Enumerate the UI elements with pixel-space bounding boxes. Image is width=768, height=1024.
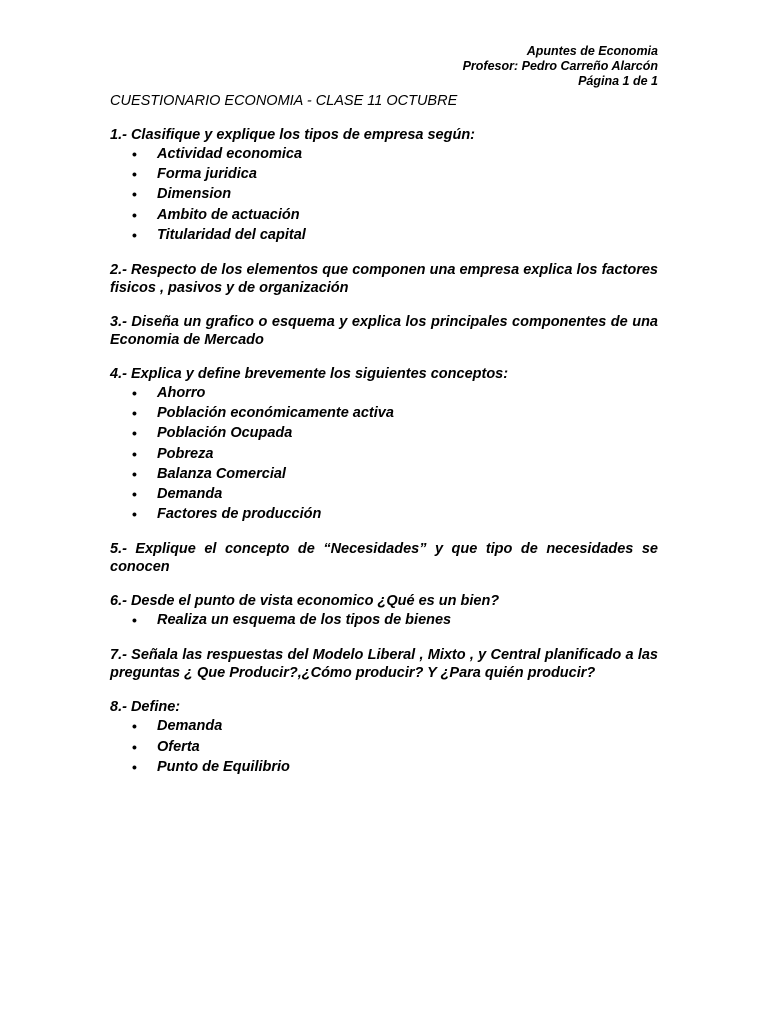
document-body <box>110 92 658 793</box>
question-2 <box>110 261 658 297</box>
list-item <box>110 484 658 504</box>
question-1 <box>110 126 658 245</box>
list-item <box>110 403 658 423</box>
page-header <box>463 44 658 89</box>
list-item <box>110 444 658 464</box>
list-item-label: Pobreza <box>157 445 214 462</box>
list-item-label: Demanda <box>157 485 223 502</box>
question-5 <box>110 540 658 576</box>
document-title: CUESTIONARIO ECONOMIA - CLASE 11 OCTUBRE <box>110 93 458 109</box>
bullet-icon: • <box>132 612 137 629</box>
list-item <box>110 383 658 403</box>
bullet-icon: • <box>132 485 137 502</box>
bullet-icon: • <box>132 384 137 401</box>
list-item-label: Actividad economica <box>157 146 303 162</box>
list-item-label: Titularidad del capital <box>157 226 306 243</box>
question-text: 5.- Explique el concepto de “Necesidades” y que tipo de necesidades se conocen <box>110 541 658 576</box>
bullet-icon: • <box>132 738 137 755</box>
header-professor: Profesor: Pedro Carreño Alarcón <box>462 59 658 73</box>
list-item <box>110 423 658 443</box>
header-subject: Apuntes de Economia <box>526 44 658 58</box>
list-item <box>110 184 658 204</box>
bullet-icon: • <box>132 206 137 223</box>
bullet-icon: • <box>132 445 137 462</box>
list-item-label: Demanda <box>157 718 223 735</box>
list-item <box>110 205 658 225</box>
list-item-label: Población económicamente activa <box>157 405 394 422</box>
list-item <box>110 144 658 164</box>
list-item <box>110 504 658 524</box>
list-item-label: Punto de Equilibrio <box>157 758 290 775</box>
bullet-icon: • <box>132 186 137 203</box>
question-text: 7.- Señala las respuestas del Modelo Liberal , Mixto , y Central planificado a las preguntas ¿ Que Producir?,¿Cómo producir? Y ¿Para quién producir? <box>110 647 658 682</box>
list-item-label: Factores de producción <box>157 506 322 523</box>
list-item <box>110 716 658 736</box>
list-item-label: Población Ocupada <box>157 425 293 442</box>
list-item-label: Dimension <box>157 186 232 203</box>
list-item-label: Ahorro <box>157 384 206 401</box>
list-item-label: Ambito de actuación <box>157 206 300 223</box>
bullet-icon: • <box>132 758 137 775</box>
header-page-number: Página 1 de 1 <box>578 74 658 88</box>
bullet-list <box>110 716 658 777</box>
question-3 <box>110 313 658 349</box>
bullet-list <box>110 610 658 630</box>
question-text: 3.- Diseña un grafico o esquema y explica los principales componentes de una Economia de Mercado <box>110 313 658 348</box>
bullet-icon: • <box>132 425 137 442</box>
bullet-list <box>110 383 658 524</box>
list-item-label: Forma juridica <box>157 166 257 183</box>
list-item-label: Realiza un esquema de los tipos de bienes <box>157 612 452 629</box>
question-6 <box>110 592 658 630</box>
list-item <box>110 737 658 757</box>
question-8 <box>110 698 658 777</box>
bullet-icon: • <box>132 718 137 735</box>
list-item <box>110 610 658 630</box>
question-text: 2.- Respecto de los elementos que componen una empresa explica los factores fisicos , pasivos y de organización <box>110 261 658 296</box>
bullet-icon: • <box>132 465 137 482</box>
question-text: 1.- Clasifique y explique los tipos de empresa según: <box>110 127 476 143</box>
list-item <box>110 757 658 777</box>
bullet-icon: • <box>132 166 137 183</box>
list-item <box>110 164 658 184</box>
bullet-icon: • <box>132 226 137 243</box>
list-item <box>110 464 658 484</box>
question-text: 6.- Desde el punto de vista economico ¿Qué es un bien? <box>110 593 500 610</box>
list-item-label: Oferta <box>157 738 200 755</box>
question-7 <box>110 646 658 682</box>
list-item-label: Balanza Comercial <box>157 465 286 482</box>
question-text: 8.- Define: <box>110 699 181 716</box>
bullet-icon: • <box>132 506 137 523</box>
bullet-icon: • <box>132 146 137 162</box>
bullet-icon: • <box>132 405 137 422</box>
question-4 <box>110 365 658 524</box>
list-item <box>110 225 658 245</box>
question-text: 4.- Explica y define brevemente los siguientes conceptos: <box>110 365 509 382</box>
bullet-list <box>110 144 658 245</box>
